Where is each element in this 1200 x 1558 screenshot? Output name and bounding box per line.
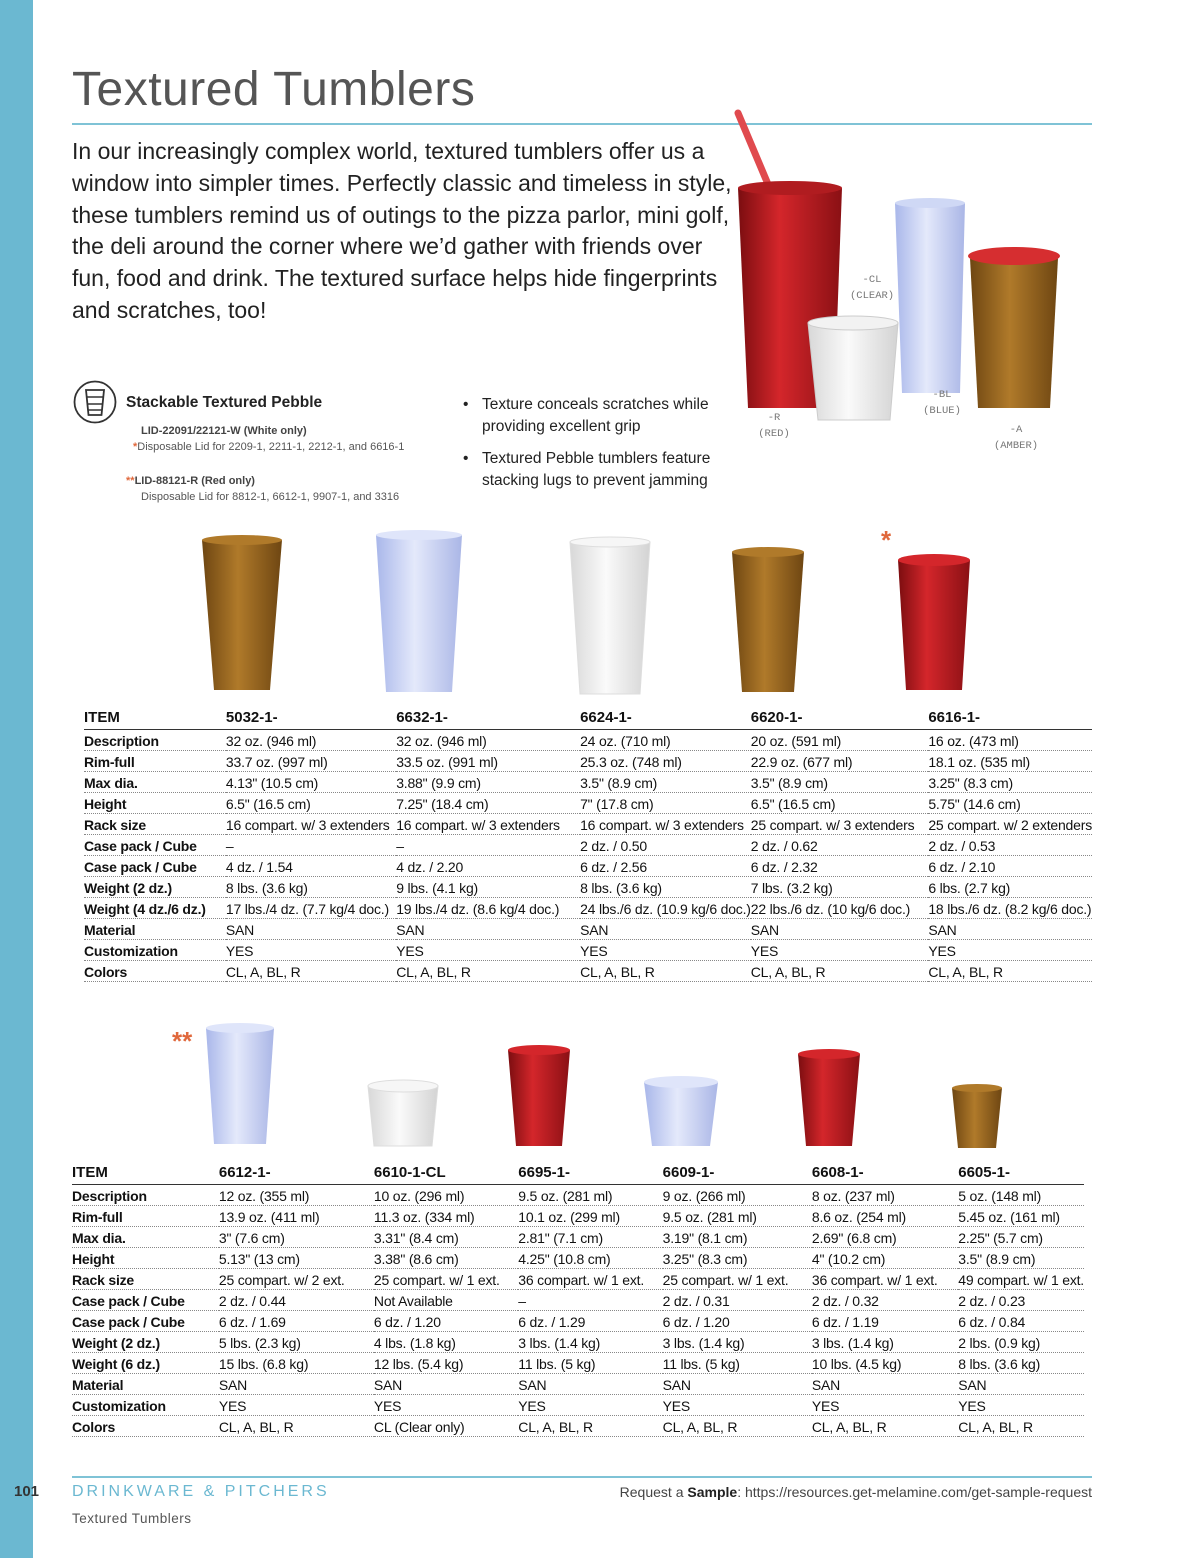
table-row — [84, 940, 1092, 961]
table-row — [84, 856, 1092, 877]
row-label: Rim-full — [84, 751, 226, 772]
spec-cell: SAN — [518, 1374, 662, 1395]
spec-cell: 8 lbs. (3.6 kg) — [580, 877, 751, 898]
spec-cell: 2 dz. / 0.50 — [580, 835, 751, 856]
feature-bullets — [460, 394, 730, 502]
item-code: 6612-1- — [219, 1159, 374, 1185]
spec-cell: CL, A, BL, R — [958, 1416, 1084, 1437]
spec-cell: 19 lbs./4 dz. (8.6 kg/4 doc.) — [396, 898, 580, 919]
table-row — [72, 1290, 1084, 1311]
row-label: Colors — [84, 961, 226, 982]
spec-cell: 3.19" (8.1 cm) — [663, 1227, 812, 1248]
lid1-desc: *Disposable Lid for 2209-1, 2211-1, 2212-1, and 6616-1 — [133, 441, 405, 453]
spec-cell: SAN — [580, 919, 751, 940]
bullet-item: • Texture conceals scratches while providing excellent grip — [460, 394, 730, 438]
spec-cell: CL, A, BL, R — [518, 1416, 662, 1437]
spec-cell: 6.5" (16.5 cm) — [226, 793, 396, 814]
spec-cell: 2 lbs. (0.9 kg) — [958, 1332, 1084, 1353]
spec-cell: 8.6 oz. (254 ml) — [812, 1206, 958, 1227]
table-row — [84, 877, 1092, 898]
table-row — [72, 1353, 1084, 1374]
spec-cell: 25.3 oz. (748 ml) — [580, 751, 751, 772]
spec-cell: SAN — [226, 919, 396, 940]
spec-cell: 6 lbs. (2.7 kg) — [928, 877, 1092, 898]
spec-cell: 3.5" (8.9 cm) — [580, 772, 751, 793]
spec-cell: 5.75" (14.6 cm) — [928, 793, 1092, 814]
spec-cell: 24 oz. (710 ml) — [580, 730, 751, 751]
item-header: ITEM — [84, 704, 226, 730]
item-code: 6605-1- — [958, 1159, 1084, 1185]
item-code: 6624-1- — [580, 704, 751, 730]
spec-cell: 49 compart. w/ 1 ext. — [958, 1269, 1084, 1290]
table-row — [84, 772, 1092, 793]
page-number: 101 — [14, 1483, 40, 1500]
spec-cell: 18.1 oz. (535 ml) — [928, 751, 1092, 772]
table-row — [72, 1416, 1084, 1437]
blue-tumbler — [895, 203, 965, 393]
spec-cell: 3.5" (8.9 cm) — [751, 772, 929, 793]
row-label: Rack size — [84, 814, 226, 835]
spec-cell: 6 dz. / 1.69 — [219, 1311, 374, 1332]
table-row — [84, 793, 1092, 814]
spec-cell: 7.25" (18.4 cm) — [396, 793, 580, 814]
spec-cell: 9.5 oz. (281 ml) — [663, 1206, 812, 1227]
spec-cell: CL, A, BL, R — [663, 1416, 812, 1437]
spec-cell: 10 oz. (296 ml) — [374, 1185, 518, 1206]
spec-cell: 33.7 oz. (997 ml) — [226, 751, 396, 772]
spec-cell: 16 compart. w/ 3 extenders — [226, 814, 396, 835]
spec-cell: 25 compart. w/ 2 ext. — [219, 1269, 374, 1290]
spec-cell: 2 dz. / 0.32 — [812, 1290, 958, 1311]
spec-cell: SAN — [374, 1374, 518, 1395]
spec-cell: YES — [663, 1395, 812, 1416]
spec-cell: 10.1 oz. (299 ml) — [518, 1206, 662, 1227]
spec-cell: 22 lbs./6 dz. (10 kg/6 doc.) — [751, 898, 929, 919]
table-row — [84, 814, 1092, 835]
row-label: Customization — [84, 940, 226, 961]
table-row — [72, 1248, 1084, 1269]
spec-cell: 32 oz. (946 ml) — [396, 730, 580, 751]
bullet-item: • Textured Pebble tumblers feature stacking lugs to prevent jamming — [460, 448, 730, 492]
clear-tumbler — [808, 323, 898, 420]
spec-cell: 9 oz. (266 ml) — [663, 1185, 812, 1206]
tumbler-6620 — [732, 552, 804, 692]
spec-cell: CL, A, BL, R — [580, 961, 751, 982]
row-label: Case pack / Cube — [72, 1311, 219, 1332]
row-label: Description — [72, 1185, 219, 1206]
tumbler-6632 — [376, 535, 462, 692]
table-header-row — [84, 704, 1092, 730]
table-row — [72, 1311, 1084, 1332]
spec-cell: 6 dz. / 0.84 — [958, 1311, 1084, 1332]
spec-cell: 11.3 oz. (334 ml) — [374, 1206, 518, 1227]
row-label: Max dia. — [84, 772, 226, 793]
amber-tumbler — [970, 258, 1058, 408]
intro-paragraph: In our increasingly complex world, textured tumblers offer us a window into simpler times. Perfectly classic and timeless in style, these tumblers remind us of outings to the pizza parlor, mini golf, the deli around the corner where we’d gather with friends over fun, food and drink. The textured surface helps hide fingerprints and scratches, too! — [72, 138, 732, 323]
spec-cell: 25 compart. w/ 1 ext. — [374, 1269, 518, 1290]
row-label: Max dia. — [72, 1227, 219, 1248]
spec-cell: 6 dz. / 1.20 — [374, 1311, 518, 1332]
item-code: 6610-1-CL — [374, 1159, 518, 1185]
spec-cell: 6.5" (16.5 cm) — [751, 793, 929, 814]
spec-cell: 2.81" (7.1 cm) — [518, 1227, 662, 1248]
table-row — [84, 961, 1092, 982]
spec-cell: CL, A, BL, R — [928, 961, 1092, 982]
spec-cell: 3 lbs. (1.4 kg) — [518, 1332, 662, 1353]
spec-cell: YES — [580, 940, 751, 961]
spec-cell: 13.9 oz. (411 ml) — [219, 1206, 374, 1227]
spec-cell: 3.31" (8.4 cm) — [374, 1227, 518, 1248]
table-row — [84, 730, 1092, 751]
spec-cell: SAN — [663, 1374, 812, 1395]
row2-tumbler-images — [200, 1020, 1010, 1150]
spec-cell: 4 dz. / 1.54 — [226, 856, 396, 877]
spec-cell: YES — [928, 940, 1092, 961]
spec-cell: 6 dz. / 2.32 — [751, 856, 929, 877]
footer-rule — [72, 1476, 1092, 1478]
spec-cell: 16 oz. (473 ml) — [928, 730, 1092, 751]
spec-cell: 5.45 oz. (161 ml) — [958, 1206, 1084, 1227]
tumbler-5032 — [202, 540, 282, 690]
spec-cell: 3.88" (9.9 cm) — [396, 772, 580, 793]
spec-cell: 6 dz. / 1.20 — [663, 1311, 812, 1332]
spec-cell: 3.25" (8.3 cm) — [928, 772, 1092, 793]
spec-table-1 — [84, 704, 1092, 982]
spec-cell: YES — [226, 940, 396, 961]
spec-cell: 3 lbs. (1.4 kg) — [812, 1332, 958, 1353]
spec-cell: 3 lbs. (1.4 kg) — [663, 1332, 812, 1353]
spec-cell: YES — [374, 1395, 518, 1416]
spec-cell: 3.5" (8.9 cm) — [958, 1248, 1084, 1269]
spec-cell: – — [226, 835, 396, 856]
spec-cell: YES — [812, 1395, 958, 1416]
spec-cell: 17 lbs./4 dz. (7.7 kg/4 doc.) — [226, 898, 396, 919]
row-label: Weight (2 dz.) — [72, 1332, 219, 1353]
red-lid — [968, 247, 1060, 265]
spec-cell: 4" (10.2 cm) — [812, 1248, 958, 1269]
spec-cell: YES — [396, 940, 580, 961]
spec-cell: 7" (17.8 cm) — [580, 793, 751, 814]
spec-cell: 20 oz. (591 ml) — [751, 730, 929, 751]
spec-cell: 4.25" (10.8 cm) — [518, 1248, 662, 1269]
spec-cell: 6 dz. / 2.56 — [580, 856, 751, 877]
spec-cell: – — [396, 835, 580, 856]
row-label: Colors — [72, 1416, 219, 1437]
spec-cell: 18 lbs./6 dz. (8.2 kg/6 doc.) — [928, 898, 1092, 919]
item-code: 5032-1- — [226, 704, 396, 730]
tumbler-6609 — [644, 1082, 718, 1146]
spec-cell: 10 lbs. (4.5 kg) — [812, 1353, 958, 1374]
row-label: Weight (6 dz.) — [72, 1353, 219, 1374]
tumbler-6695 — [508, 1050, 570, 1146]
table-row — [84, 751, 1092, 772]
spec-cell: 2 dz. / 0.62 — [751, 835, 929, 856]
table-row — [72, 1374, 1084, 1395]
spec-cell: 16 compart. w/ 3 extenders — [396, 814, 580, 835]
lid1-code: LID-22091/22121-W (White only) — [141, 425, 307, 437]
table-row — [72, 1227, 1084, 1248]
label-amber: -A (AMBER) — [993, 424, 1039, 452]
spec-cell: 22.9 oz. (677 ml) — [751, 751, 929, 772]
lid2-desc: Disposable Lid for 8812-1, 6612-1, 9907-1, and 3316 — [141, 491, 400, 503]
spec-cell: SAN — [219, 1374, 374, 1395]
item-code: 6616-1- — [928, 704, 1092, 730]
spec-cell: YES — [751, 940, 929, 961]
spec-cell: 4.13" (10.5 cm) — [226, 772, 396, 793]
spec-cell: Not Available — [374, 1290, 518, 1311]
sample-link[interactable]: : https://resources.get-melamine.com/get-sample-request — [737, 1484, 1092, 1500]
row-label: Case pack / Cube — [84, 835, 226, 856]
table-row — [84, 898, 1092, 919]
lid2-code: **LID-88121-R (Red only) — [126, 475, 255, 487]
tumbler-6610 — [368, 1086, 438, 1146]
spec-cell: 36 compart. w/ 1 ext. — [518, 1269, 662, 1290]
hero-tumbler-image — [730, 108, 1100, 438]
spec-cell: 12 oz. (355 ml) — [219, 1185, 374, 1206]
stackable-tumbler-icon — [73, 380, 117, 424]
spec-cell: 2 dz. / 0.44 — [219, 1290, 374, 1311]
pebble-title: Stackable Textured Pebble — [126, 394, 323, 411]
row-label: Weight (4 dz./6 dz.) — [84, 898, 226, 919]
table-row — [72, 1185, 1084, 1206]
tumbler-6624 — [570, 542, 650, 694]
spec-cell: 2 dz. / 0.23 — [958, 1290, 1084, 1311]
item-code: 6695-1- — [518, 1159, 662, 1185]
spec-cell: 33.5 oz. (991 ml) — [396, 751, 580, 772]
table-row — [84, 835, 1092, 856]
row-label: Weight (2 dz.) — [84, 877, 226, 898]
spec-cell: 36 compart. w/ 1 ext. — [812, 1269, 958, 1290]
item-code: 6608-1- — [812, 1159, 958, 1185]
tumbler-6616 — [898, 560, 970, 690]
item-code: 6620-1- — [751, 704, 929, 730]
spec-cell: 8 oz. (237 ml) — [812, 1185, 958, 1206]
label-red: -R (RED) — [758, 412, 790, 440]
table-header-row — [72, 1159, 1084, 1185]
row1-tumbler-images — [190, 530, 1000, 700]
spec-cell: 24 lbs./6 dz. (10.9 kg/6 doc.) — [580, 898, 751, 919]
tumbler-6612 — [206, 1028, 274, 1144]
spec-cell: SAN — [928, 919, 1092, 940]
lid-marker-double: ** — [172, 1026, 193, 1056]
spec-cell: 16 compart. w/ 3 extenders — [580, 814, 751, 835]
spec-cell: 8 lbs. (3.6 kg) — [226, 877, 396, 898]
sidebar-accent-bar — [0, 0, 33, 1558]
row-label: Rack size — [72, 1269, 219, 1290]
spec-cell: CL, A, BL, R — [751, 961, 929, 982]
subsection-title: Textured Tumblers — [72, 1511, 192, 1526]
row-label: Material — [84, 919, 226, 940]
spec-cell: SAN — [812, 1374, 958, 1395]
row-label: Case pack / Cube — [84, 856, 226, 877]
row-label: Height — [72, 1248, 219, 1269]
row-label: Rim-full — [72, 1206, 219, 1227]
spec-cell: 25 compart. w/ 2 extenders — [928, 814, 1092, 835]
spec-cell: CL, A, BL, R — [396, 961, 580, 982]
table-row — [72, 1206, 1084, 1227]
item-code: 6609-1- — [663, 1159, 812, 1185]
spec-cell: 12 lbs. (5.4 kg) — [374, 1353, 518, 1374]
row-label: Case pack / Cube — [72, 1290, 219, 1311]
label-blue: -BL (BLUE) — [923, 389, 961, 417]
lid-marker-single: * — [881, 525, 892, 555]
spec-cell: 6 dz. / 1.29 — [518, 1311, 662, 1332]
spec-cell: 5 lbs. (2.3 kg) — [219, 1332, 374, 1353]
spec-cell: 5.13" (13 cm) — [219, 1248, 374, 1269]
spec-cell: CL, A, BL, R — [226, 961, 396, 982]
tumbler-6608 — [798, 1054, 860, 1146]
spec-cell: – — [518, 1290, 662, 1311]
spec-cell: 6 dz. / 1.19 — [812, 1311, 958, 1332]
row-label: Description — [84, 730, 226, 751]
spec-cell: 15 lbs. (6.8 kg) — [219, 1353, 374, 1374]
spec-cell: 7 lbs. (3.2 kg) — [751, 877, 929, 898]
table-row — [72, 1395, 1084, 1416]
spec-cell: YES — [958, 1395, 1084, 1416]
spec-cell: 4 dz. / 2.20 — [396, 856, 580, 877]
spec-cell: CL, A, BL, R — [812, 1416, 958, 1437]
spec-cell: 5 oz. (148 ml) — [958, 1185, 1084, 1206]
section-title: DRINKWARE & PITCHERS — [72, 1483, 330, 1500]
row-label: Material — [72, 1374, 219, 1395]
spec-cell: 3.38" (8.6 cm) — [374, 1248, 518, 1269]
table-row — [72, 1332, 1084, 1353]
spec-cell: 32 oz. (946 ml) — [226, 730, 396, 751]
page-title: Textured Tumblers — [72, 63, 476, 116]
spec-cell: 6 dz. / 2.10 — [928, 856, 1092, 877]
spec-cell: 11 lbs. (5 kg) — [518, 1353, 662, 1374]
spec-cell: CL, A, BL, R — [219, 1416, 374, 1437]
row-label: Height — [84, 793, 226, 814]
spec-cell: SAN — [751, 919, 929, 940]
spec-cell: 2 dz. / 0.31 — [663, 1290, 812, 1311]
item-header: ITEM — [72, 1159, 219, 1185]
spec-cell: SAN — [396, 919, 580, 940]
spec-cell: 9 lbs. (4.1 kg) — [396, 877, 580, 898]
spec-cell: 25 compart. w/ 1 ext. — [663, 1269, 812, 1290]
tumbler-6605 — [952, 1088, 1002, 1148]
table-row — [84, 919, 1092, 940]
spec-cell: 25 compart. w/ 3 extenders — [751, 814, 929, 835]
row-label: Customization — [72, 1395, 219, 1416]
item-code: 6632-1- — [396, 704, 580, 730]
spec-cell: 3" (7.6 cm) — [219, 1227, 374, 1248]
spec-cell: CL (Clear only) — [374, 1416, 518, 1437]
spec-cell: 2.69" (6.8 cm) — [812, 1227, 958, 1248]
spec-cell: SAN — [958, 1374, 1084, 1395]
spec-cell: 4 lbs. (1.8 kg) — [374, 1332, 518, 1353]
spec-cell: 2.25" (5.7 cm) — [958, 1227, 1084, 1248]
spec-cell: YES — [518, 1395, 662, 1416]
spec-cell: 11 lbs. (5 kg) — [663, 1353, 812, 1374]
spec-cell: 8 lbs. (3.6 kg) — [958, 1353, 1084, 1374]
spec-cell: YES — [219, 1395, 374, 1416]
spec-table-2 — [72, 1159, 1084, 1437]
table-row — [72, 1269, 1084, 1290]
sample-request: Request a Sample: https://resources.get-melamine.com/get-sample-request — [619, 1484, 1092, 1500]
spec-cell: 3.25" (8.3 cm) — [663, 1248, 812, 1269]
label-clear: -CL (CLEAR) — [850, 274, 895, 302]
spec-cell: 9.5 oz. (281 ml) — [518, 1185, 662, 1206]
spec-cell: 2 dz. / 0.53 — [928, 835, 1092, 856]
